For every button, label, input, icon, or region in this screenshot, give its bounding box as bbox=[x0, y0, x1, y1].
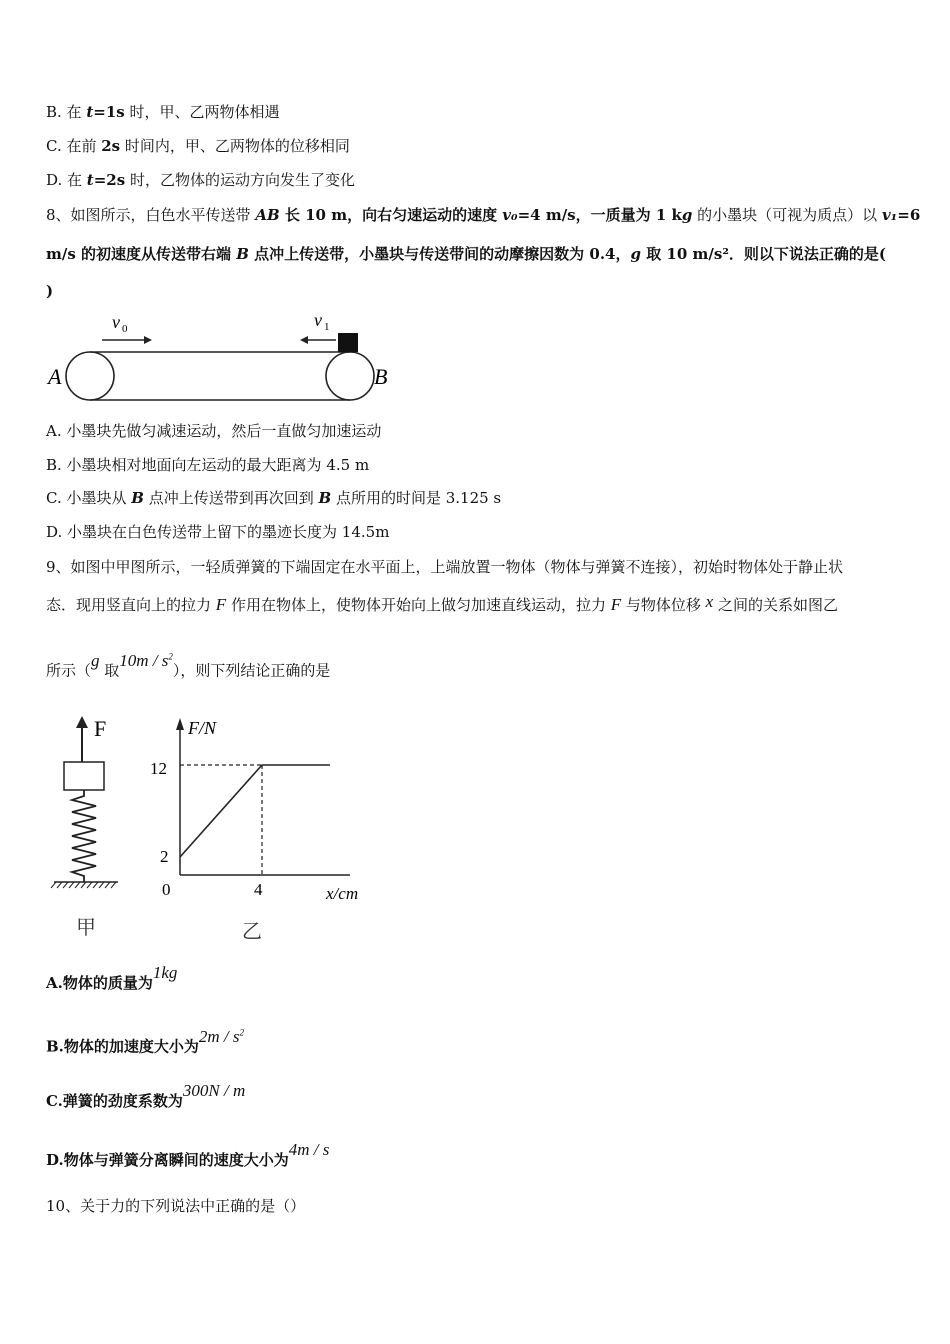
label-a: A bbox=[48, 364, 62, 389]
left-pulley bbox=[66, 352, 114, 400]
y-tick-2: 2 bbox=[160, 847, 169, 866]
y-tick-12: 12 bbox=[150, 759, 167, 778]
q8-option-a: A. 小墨块先做匀减速运动，然后一直做匀加速运动 bbox=[46, 422, 382, 440]
x-axis-label: x/cm bbox=[326, 884, 359, 903]
q10-stem: 10、关于力的下列说法中正确的是（） bbox=[46, 1197, 306, 1215]
x-tick-4: 4 bbox=[254, 880, 263, 899]
q8-stem-line3: ) bbox=[46, 282, 54, 300]
spring-figure bbox=[46, 710, 136, 950]
force-displacement-chart bbox=[150, 710, 380, 950]
q7-option-d: D. 在 t=2s 时，乙物体的运动方向发生了变化 bbox=[46, 171, 355, 189]
label-b: B bbox=[374, 364, 388, 389]
q9-stem-line2: 态．现用竖直向上的拉力 F 作用在物体上，使物体开始向上做匀加速直线运动，拉力 F 与物体位移 x 之间的关系如图乙 bbox=[46, 592, 838, 614]
q8-stem-line1: 8、如图所示，白色水平传送带 AB 长 10 m，向右匀速运动的速度 v₀=4 m/s，一质量为 1 kg 的小墨块（可视为质点）以 v₁=6 bbox=[46, 206, 921, 224]
block bbox=[64, 762, 104, 790]
force-series-line bbox=[180, 765, 330, 857]
origin-label: 0 bbox=[162, 880, 171, 899]
right-pulley bbox=[326, 352, 374, 400]
q9-option-d: D.物体与弹簧分离瞬间的速度大小为4m / s bbox=[46, 1140, 330, 1169]
q7-option-b: B. 在 t=1s 时，甲、乙两物体相遇 bbox=[46, 103, 280, 121]
q7-option-c: C. 在前 2s 时间内，甲、乙两物体的位移相同 bbox=[46, 137, 350, 155]
spring bbox=[72, 790, 96, 882]
y-axis-label: F/N bbox=[188, 718, 217, 738]
ink-block bbox=[338, 333, 358, 352]
q9-stem-line1: 9、如图中甲图所示，一轻质弹簧的下端固定在水平面上，上端放置一物体（物体与弹簧不连接），初始时物体处于静止状 bbox=[46, 558, 844, 576]
q8-option-c: C. 小墨块从 B 点冲上传送带到再次回到 B 点所用的时间是 3.125 s bbox=[46, 489, 502, 507]
caption-jia: 甲 bbox=[76, 917, 96, 939]
q9-option-c: C.弹簧的劲度系数为300N / m bbox=[46, 1081, 246, 1110]
q9-stem-line3: 所示（g 取$10m / s^2$），则下列结论正确的是 bbox=[46, 650, 331, 680]
conveyor-belt-figure bbox=[46, 306, 406, 406]
caption-yi: 乙 bbox=[242, 921, 262, 943]
v0-label: v bbox=[112, 312, 120, 332]
q8-stem-line2: m/s 的初速度从传送带右端 B 点冲上传送带，小墨块与传送带间的动摩擦因数为 0.4，g 取 10 m/s²．则以下说法正确的是( bbox=[46, 245, 886, 263]
v1-label: v bbox=[314, 310, 322, 330]
q9-option-a: A.物体的质量为1kg bbox=[46, 963, 178, 992]
force-label: F bbox=[94, 716, 107, 741]
q8-option-d: D. 小墨块在白色传送带上留下的墨迹长度为 14.5m bbox=[46, 523, 390, 541]
q9-option-b: B.物体的加速度大小为$2m / s^2$ bbox=[46, 1026, 245, 1056]
q8-option-b: B. 小墨块相对地面向左运动的最大距离为 4.5 m bbox=[46, 456, 370, 474]
v1-subscript: 1 bbox=[324, 321, 330, 333]
v0-subscript: 0 bbox=[122, 323, 128, 335]
